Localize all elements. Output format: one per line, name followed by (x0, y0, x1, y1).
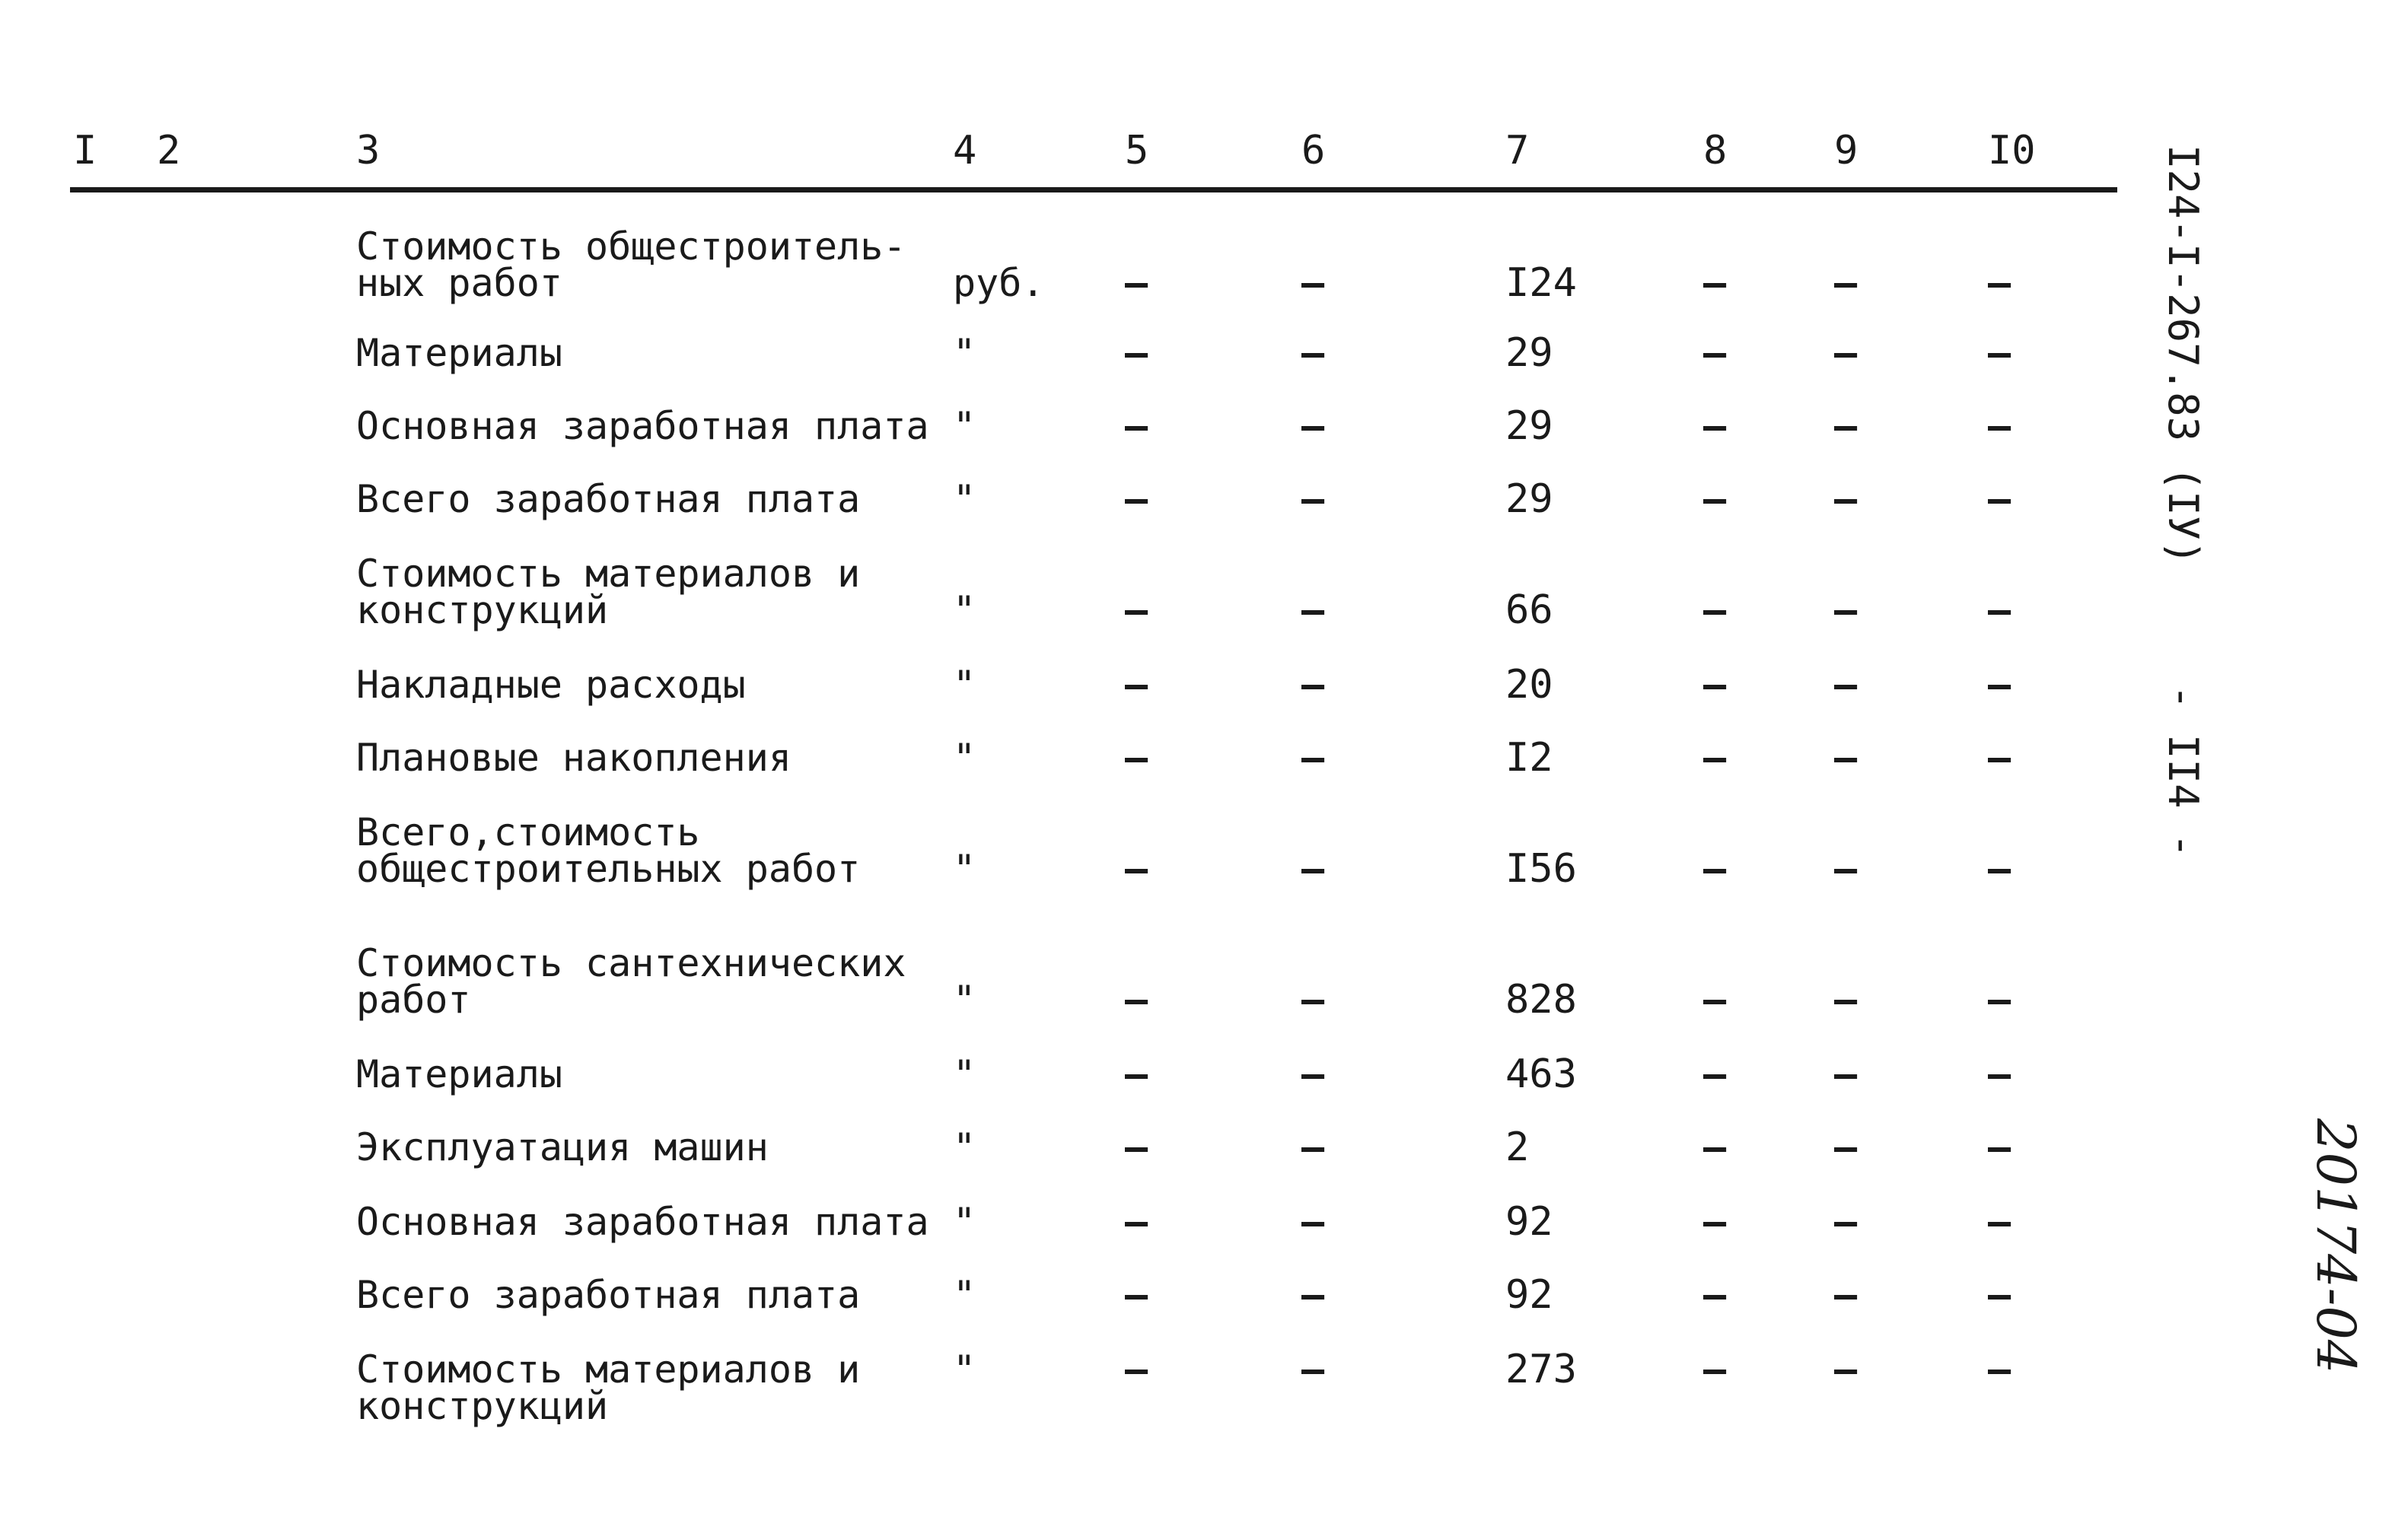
row-unit: " (953, 1125, 976, 1169)
handwritten-note: 20174-04 (2304, 1118, 2367, 1374)
row-name: Всего заработная плата (356, 1273, 861, 1317)
row-name: Плановые накопления (356, 736, 792, 780)
row-col6: – (1301, 331, 1325, 375)
row-col10: – (1988, 1273, 2011, 1317)
row-name: Стоимость сантехнических работ (356, 941, 906, 1022)
row-col5: – (1125, 1347, 1148, 1392)
row-col6: – (1301, 847, 1325, 891)
row-col7-value: I24 (1505, 260, 1577, 306)
row-col5: – (1125, 261, 1148, 305)
row-col8: – (1703, 1347, 1727, 1392)
row-col8: – (1703, 1052, 1727, 1096)
row-name: Стоимость материалов и конструкций (356, 552, 861, 632)
row-col9: – (1834, 847, 1858, 891)
row-col6: – (1301, 1347, 1325, 1392)
row-col10: – (1988, 1125, 2011, 1169)
row-col6: – (1301, 261, 1325, 305)
page-number: - II4 - (2159, 685, 2207, 858)
row-col5: – (1125, 1052, 1148, 1096)
row-name: Материалы (356, 331, 562, 375)
row-unit: " (953, 736, 976, 780)
column-header-6: 6 (1301, 128, 1326, 173)
row-col10: – (1988, 663, 2011, 707)
row-col8: – (1703, 477, 1727, 521)
row-col9: – (1834, 736, 1858, 780)
document-code: I24-I-267.83 (IУ) (2159, 145, 2207, 565)
row-col5: – (1125, 1125, 1148, 1169)
row-unit: руб. (953, 261, 1045, 305)
row-col5: – (1125, 1273, 1148, 1317)
row-col8: – (1703, 404, 1727, 448)
row-col7-value: I56 (1505, 846, 1577, 892)
row-col8: – (1703, 261, 1727, 305)
row-name: Стоимость общестроитель- ных работ (356, 224, 906, 305)
row-col7-value: 92 (1505, 1199, 1553, 1245)
row-col6: – (1301, 588, 1325, 632)
row-col9: – (1834, 978, 1858, 1022)
row-col7-value: 66 (1505, 587, 1553, 633)
column-header-4: 4 (953, 128, 977, 173)
row-col9: – (1834, 477, 1858, 521)
row-col8: – (1703, 736, 1727, 780)
row-col6: – (1301, 1052, 1325, 1096)
row-col5: – (1125, 663, 1148, 707)
column-header-7: 7 (1505, 128, 1530, 173)
column-header-3: 3 (356, 128, 381, 173)
row-col5: – (1125, 331, 1148, 375)
row-col10: – (1988, 1052, 2011, 1096)
row-unit: " (953, 331, 976, 375)
row-name: Эксплуатация машин (356, 1125, 769, 1169)
row-col6: – (1301, 663, 1325, 707)
row-col8: – (1703, 663, 1727, 707)
row-col9: – (1834, 1347, 1858, 1392)
row-col6: – (1301, 978, 1325, 1022)
column-header-5: 5 (1125, 128, 1149, 173)
row-col5: – (1125, 847, 1148, 891)
row-col9: – (1834, 1200, 1858, 1244)
row-col8: – (1703, 978, 1727, 1022)
row-col9: – (1834, 1125, 1858, 1169)
column-header-10: I0 (1988, 128, 2036, 173)
row-col5: – (1125, 477, 1148, 521)
row-col6: – (1301, 736, 1325, 780)
row-col10: – (1988, 736, 2011, 780)
row-unit: " (953, 1347, 976, 1392)
row-col7-value: 273 (1505, 1347, 1577, 1392)
row-name: Стоимость материалов и конструкций (356, 1347, 861, 1428)
row-col10: – (1988, 261, 2011, 305)
row-unit: " (953, 1052, 976, 1096)
row-col10: – (1988, 1347, 2011, 1392)
row-col10: – (1988, 847, 2011, 891)
row-col10: – (1988, 331, 2011, 375)
column-header-8: 8 (1703, 128, 1728, 173)
row-name: Накладные расходы (356, 663, 746, 707)
row-col6: – (1301, 477, 1325, 521)
row-col10: – (1988, 588, 2011, 632)
row-col6: – (1301, 1200, 1325, 1244)
row-name: Всего,стоимость общестроительных работ (356, 810, 861, 891)
column-header-1: I (73, 128, 97, 173)
row-col7-value: 20 (1505, 662, 1553, 708)
row-unit: " (953, 663, 976, 707)
row-col7-value: 92 (1505, 1272, 1553, 1318)
row-col6: – (1301, 404, 1325, 448)
row-col7-value: 828 (1505, 977, 1577, 1023)
row-col7-value: 463 (1505, 1051, 1577, 1097)
row-col10: – (1988, 978, 2011, 1022)
row-col7-value: 29 (1505, 403, 1553, 449)
row-col9: – (1834, 404, 1858, 448)
row-col9: – (1834, 663, 1858, 707)
row-unit: " (953, 978, 976, 1022)
column-header-2: 2 (157, 128, 181, 173)
row-col6: – (1301, 1125, 1325, 1169)
row-col10: – (1988, 404, 2011, 448)
row-unit: " (953, 1273, 976, 1317)
row-col8: – (1703, 331, 1727, 375)
row-unit: " (953, 588, 976, 632)
row-unit: " (953, 477, 976, 521)
row-col9: – (1834, 261, 1858, 305)
row-col9: – (1834, 1052, 1858, 1096)
row-col5: – (1125, 404, 1148, 448)
row-name: Всего заработная плата (356, 477, 861, 521)
row-col7-value: 2 (1505, 1125, 1530, 1170)
row-col5: – (1125, 1200, 1148, 1244)
row-col7-value: I2 (1505, 735, 1553, 781)
row-name: Основная заработная плата (356, 404, 929, 448)
row-unit: " (953, 847, 976, 891)
row-unit: " (953, 1200, 976, 1244)
row-col7-value: 29 (1505, 476, 1553, 522)
row-col9: – (1834, 588, 1858, 632)
row-col5: – (1125, 736, 1148, 780)
row-col8: – (1703, 1200, 1727, 1244)
row-col8: – (1703, 588, 1727, 632)
row-col8: – (1703, 1273, 1727, 1317)
row-col6: – (1301, 1273, 1325, 1317)
row-unit: " (953, 404, 976, 448)
row-name: Основная заработная плата (356, 1200, 929, 1244)
row-name: Материалы (356, 1052, 562, 1096)
column-header-9: 9 (1834, 128, 1859, 173)
row-col8: – (1703, 847, 1727, 891)
row-col8: – (1703, 1125, 1727, 1169)
row-col9: – (1834, 1273, 1858, 1317)
row-col10: – (1988, 1200, 2011, 1244)
row-col5: – (1125, 588, 1148, 632)
row-col9: – (1834, 331, 1858, 375)
row-col7-value: 29 (1505, 330, 1553, 376)
header-rule (70, 187, 2117, 192)
row-col10: – (1988, 477, 2011, 521)
row-col5: – (1125, 978, 1148, 1022)
